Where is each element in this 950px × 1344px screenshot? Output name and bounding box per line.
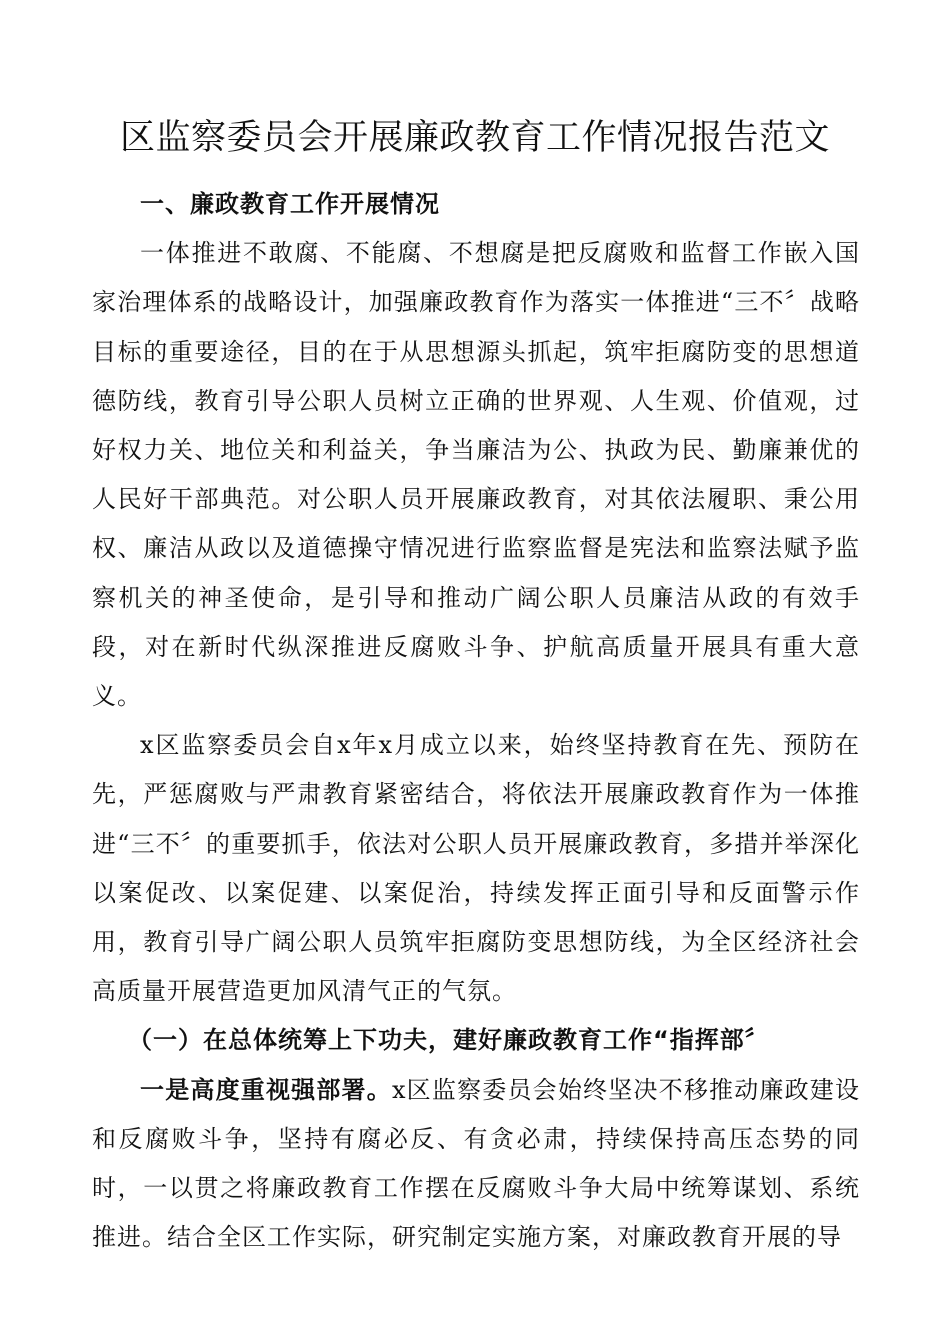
subsection-heading-1: （一）在总体统筹上下功夫，建好廉政教育工作“指挥部〞	[128, 1026, 770, 1055]
paragraph-3	[92, 1066, 860, 1263]
section-heading-1: 一、廉政教育工作开展情况	[140, 190, 440, 218]
document-title: 区监察委员会开展廉政教育工作情况报告范文	[119, 118, 830, 158]
document-body	[92, 180, 860, 1262]
paragraph-3-lead: 一是高度重视强部署。	[140, 1075, 392, 1104]
paragraph-3-body: x区监察委员会始终坚决不移推动廉政建设和反腐败斗争，坚持有腐必反、有贪必肃，持续保持高压态势的同时，一以贯之将廉政教育工作摆在反腐败斗争大局中统筹谋划、系统推进。结合全区工作实际，研究制定实施方案，对廉政教育开展的导	[92, 1075, 860, 1252]
paragraph-1: 一体推进不敢腐、不能腐、不想腐是把反腐败和监督工作嵌入国家治理体系的战略设计，加强廉政教育作为落实一体推进“三不〞战略目标的重要途径，目的在于从思想源头抓起，筑牢拒腐防变的思想道德防线，教育引导公职人员树立正确的世界观、人生观、价值观，过好权力关、地位关和利益关，争当廉洁为公、执政为民、勤廉兼优的人民好干部典范。对公职人员开展廉政教育，对其依法履职、秉公用权、廉洁从政以及道德操守情况进行监察监督是宪法和监察法赋予监察机关的神圣使命，是引导和推动广阔公职人员廉洁从政的有效手段，对在新时代纵深推进反腐败斗争、护航高质量开展具有重大意义。	[92, 239, 860, 711]
paragraph-2: x区监察委员会自x年x月成立以来，始终坚持教育在先、预防在先，严惩腐败与严肃教育紧密结合，将依法开展廉政教育作为一体推进“三不〞的重要抓手，依法对公职人员开展廉政教育，多措并举深化以案促改、以案促建、以案促治，持续发挥正面引导和反面警示作用，教育引导广阔公职人员筑牢拒腐防变思想防线，为全区经济社会高质量开展营造更加风清气正的气氛。	[92, 731, 860, 1006]
